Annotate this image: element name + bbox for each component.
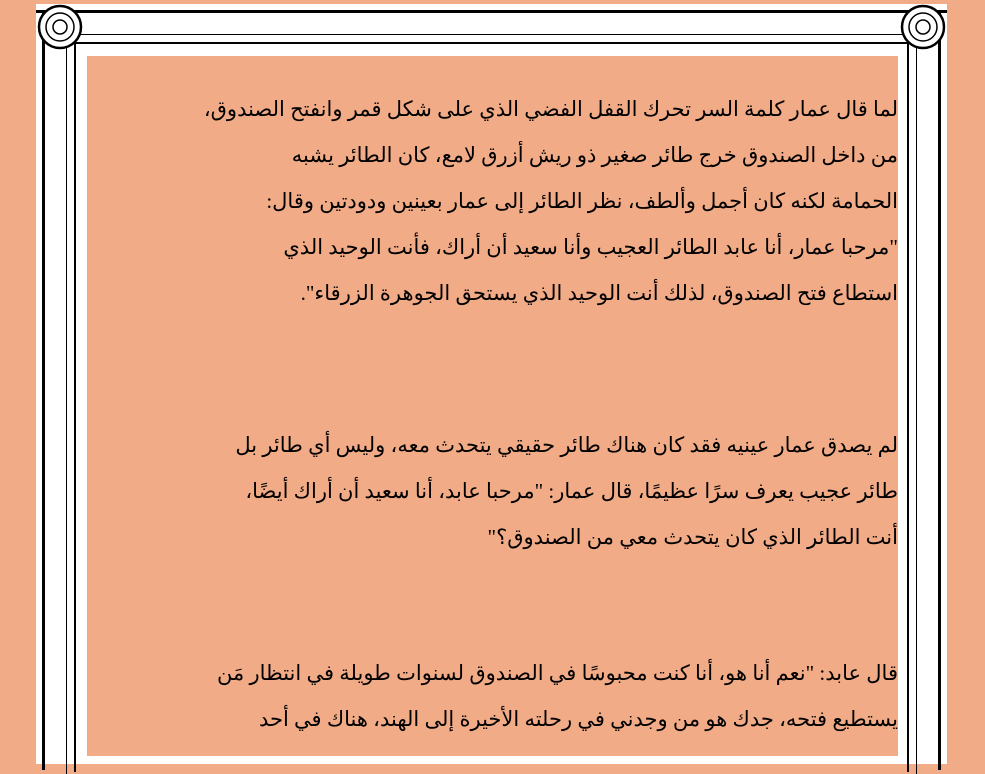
frame-rail-left-mid bbox=[66, 34, 67, 774]
paragraph-line: "مرحبا عمار، أنا عابد الطائر العجيب وأنا سعيد أن أراك، فأنت الوحيد الذي bbox=[283, 235, 898, 259]
paragraph-line: لم يصدق عمار عينيه فقد كان هناك طائر حقيقي يتحدث معه، وليس أي طائر بل bbox=[235, 433, 898, 457]
paragraph-line: لما قال عمار كلمة السر تحرك القفل الفضي الذي على شكل قمر وانفتح الصندوق، bbox=[203, 97, 898, 121]
frame-rail-right-inner bbox=[907, 42, 909, 772]
frame-rail-top-mid bbox=[48, 34, 935, 35]
paragraph-line: أنت الطائر الذي كان يتحدث معي من الصندوق؟" bbox=[487, 525, 898, 549]
frame-rail-top-outer bbox=[36, 10, 947, 13]
paragraph-line: قال عابد: "نعم أنا هو، أنا كنت محبوسًا في الصندوق لسنوات طويلة في انتظار مَن bbox=[216, 661, 898, 685]
frame-rail-right-outer bbox=[938, 10, 941, 770]
corner-ornament-top-right bbox=[900, 4, 946, 50]
paragraph-line: يستطيع فتحه، جدك هو من وجدني في رحلته الأخيرة إلى الهند، هناك في أحد bbox=[258, 707, 898, 731]
frame-rail-right-mid bbox=[916, 34, 917, 774]
corner-ornament-top-left bbox=[37, 4, 83, 50]
paragraph-2 bbox=[178, 422, 898, 560]
paragraph-line: استطاع فتح الصندوق، لذلك أنت الوحيد الذي يستحق الجوهرة الزرقاء". bbox=[300, 281, 898, 305]
paragraph-line: من داخل الصندوق خرج طائر صغير ذو ريش أزرق لامع، كان الطائر يشبه bbox=[291, 143, 898, 167]
paragraph-line: طائر عجيب يعرف سرًا عظيمًا، قال عمار: "مرحبا عابد، أنا سعيد أن أراك أيضًا، bbox=[245, 479, 898, 503]
paragraph-3 bbox=[178, 650, 898, 742]
paragraph-1 bbox=[178, 86, 898, 316]
paragraph-line: الحمامة لكنه كان أجمل وألطف، نظر الطائر إلى عمار بعينين ودودتين وقال: bbox=[266, 189, 898, 213]
frame-rail-left-inner bbox=[74, 42, 76, 772]
frame-rail-top-inner bbox=[48, 42, 935, 44]
frame-rail-left-outer bbox=[42, 10, 45, 770]
